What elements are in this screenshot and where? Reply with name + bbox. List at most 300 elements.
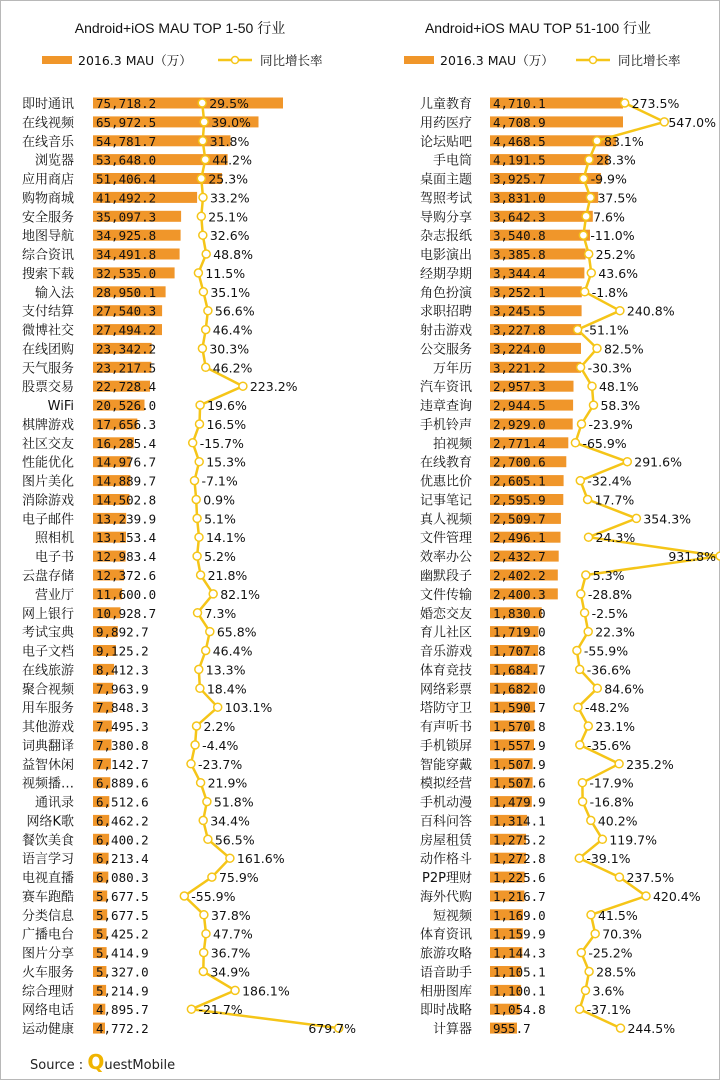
category-label: 餐饮美食 [21, 833, 74, 849]
mau-value-label: 1,100.1 [493, 983, 546, 999]
growth-point [199, 816, 207, 824]
growth-value-label: 5.3% [592, 568, 625, 583]
growth-value-label: 56.5% [214, 832, 255, 848]
growth-value-label: 223.2% [249, 379, 298, 395]
mau-value-label: 1,054.8 [493, 1002, 546, 1018]
category-label: 计算器 [432, 1022, 472, 1038]
growth-point [203, 798, 211, 806]
mau-value-label: 7,142.7 [96, 756, 149, 772]
category-label: 微博社交 [21, 323, 74, 339]
mau-value-label: 2,605.1 [493, 473, 546, 489]
growth-value-label: 34.4% [210, 813, 250, 829]
growth-point [581, 288, 589, 296]
growth-value-label: -25.2% [588, 945, 633, 961]
growth-point [571, 439, 579, 447]
growth-point [584, 628, 592, 636]
category-label: 体育资讯 [419, 927, 472, 943]
growth-point [593, 344, 601, 352]
legend-bar-swatch [42, 56, 72, 64]
mau-value-label: 2,771.4 [493, 435, 546, 451]
category-label: 论坛贴吧 [419, 134, 472, 150]
mau-value-label: 1,684.7 [493, 662, 546, 678]
category-label: 赛车跑酷 [21, 889, 74, 905]
category-label: WiFi [47, 399, 74, 415]
growth-value-label: -2.5% [591, 605, 628, 621]
growth-value-label: 46.4% [212, 322, 253, 338]
category-label: 消除游戏 [21, 493, 74, 509]
mau-value-label: 1,830.0 [493, 605, 546, 621]
mau-value-label: 5,677.5 [96, 888, 149, 904]
growth-point [574, 326, 582, 334]
mau-value-label: 6,080.3 [96, 870, 149, 886]
category-label: 汽车资讯 [419, 380, 472, 396]
mau-value-label: 3,831.0 [493, 190, 546, 206]
growth-value-label: 291.6% [634, 454, 682, 470]
growth-value-label: -15.7% [199, 435, 244, 451]
mau-value-label: 3,642.3 [493, 209, 546, 225]
mau-value-label: 34,925.8 [96, 228, 157, 244]
growth-point [193, 552, 201, 560]
category-label: 百科问答 [419, 814, 472, 830]
growth-value-label: -55.9% [583, 643, 629, 659]
growth-point [202, 363, 210, 371]
growth-point [199, 968, 207, 976]
mau-value-label: 41,492.2 [96, 190, 157, 206]
growth-value-label: -36.6% [586, 662, 631, 678]
mau-value-label: 1,169.0 [493, 907, 546, 923]
growth-point [585, 968, 593, 976]
mau-value-label: 1,719.0 [493, 624, 546, 640]
growth-point [200, 118, 208, 126]
growth-point [199, 137, 207, 145]
category-label: 火车服务 [21, 965, 74, 981]
growth-point [590, 401, 598, 409]
mau-value-label: 23,342.2 [96, 341, 157, 357]
growth-point [189, 439, 197, 447]
category-label: 云盘存储 [21, 569, 74, 584]
growth-point [591, 930, 599, 938]
mau-value-label: 53,648.0 [96, 152, 157, 168]
growth-value-label: 7.6% [593, 209, 625, 225]
growth-value-label: 58.3% [600, 398, 641, 414]
growth-value-label: 273.5% [631, 96, 680, 111]
growth-point [196, 684, 204, 692]
growth-value-label: 31.8% [209, 133, 250, 149]
growth-value-label: -16.8% [589, 794, 634, 810]
category-label: 求职招聘 [419, 304, 472, 320]
mau-value-label: 7,963.9 [96, 681, 149, 697]
category-label: 视频播… [21, 776, 74, 792]
source-label: Source : [30, 1058, 84, 1073]
category-label: 应用商店 [21, 172, 74, 188]
category-label: P2P理财 [422, 871, 472, 887]
category-label: 智能穿戴 [419, 757, 472, 773]
growth-point [202, 250, 210, 258]
category-label: 语言学习 [21, 852, 74, 868]
growth-point [204, 307, 212, 315]
mau-value-label: 1,275.2 [493, 832, 546, 848]
growth-point [621, 99, 629, 107]
growth-value-label: 237.5% [626, 870, 675, 886]
growth-point [585, 250, 593, 258]
mau-value-label: 7,848.3 [96, 700, 149, 716]
category-label: 体育竞技 [419, 663, 472, 679]
category-label: 浏览器 [34, 153, 74, 169]
growth-value-label: 14.1% [205, 530, 246, 546]
mau-value-label: 6,889.6 [96, 775, 149, 791]
growth-value-label: -11.0% [590, 228, 635, 244]
mau-value-label: 14,976.7 [96, 454, 157, 470]
growth-value-label: -23.7% [198, 756, 243, 772]
growth-value-label: 420.4% [652, 888, 701, 904]
growth-point [202, 647, 210, 655]
growth-point [716, 552, 720, 560]
growth-value-label: 354.3% [643, 511, 692, 527]
mau-value-label: 16,285.4 [96, 435, 157, 451]
growth-point [208, 873, 216, 881]
growth-value-label: 5.1% [204, 511, 236, 527]
growth-point [199, 193, 207, 201]
mau-value-label: 17,656.3 [96, 416, 157, 432]
growth-value-label: 0.9% [203, 492, 235, 508]
growth-value-label: 82.5% [603, 341, 644, 357]
growth-point [209, 590, 217, 598]
mau-value-label: 1,570.8 [493, 719, 546, 735]
legend-line-marker [590, 57, 597, 64]
category-label: 房屋租赁 [419, 833, 472, 849]
mau-value-label: 4,710.1 [493, 96, 546, 111]
mau-value-label: 65,972.5 [96, 114, 157, 130]
mau-value-label: 1,507.9 [493, 756, 546, 772]
growth-value-label: 931.8% [668, 549, 716, 565]
mau-value-label: 34,491.8 [96, 247, 157, 263]
growth-point [579, 231, 587, 239]
mau-value-label: 5,414.9 [96, 945, 149, 961]
growth-point [198, 344, 206, 352]
growth-value-label: 547.0% [668, 114, 716, 130]
mau-value-label: 12,983.4 [96, 549, 157, 565]
mau-value-label: 2,700.6 [493, 454, 546, 470]
category-label: 通讯录 [34, 795, 74, 811]
mau-value-label: 12,372.6 [96, 568, 157, 583]
growth-point [578, 779, 586, 787]
growth-value-label: 24.3% [595, 530, 636, 546]
mau-value-label: 3,925.7 [493, 171, 546, 187]
growth-value-label: 40.2% [597, 813, 638, 829]
growth-point [577, 590, 585, 598]
growth-value-label: 18.4% [206, 681, 247, 697]
growth-value-label: 13.3% [205, 662, 246, 678]
category-label: 在线旅游 [21, 663, 74, 679]
growth-point [198, 99, 206, 107]
mau-value-label: 1,159.9 [493, 926, 546, 942]
growth-value-label: 235.2% [626, 756, 674, 772]
mau-value-label: 7,495.3 [96, 719, 149, 735]
mau-value-label: 28,950.1 [96, 284, 157, 300]
growth-point [191, 477, 199, 485]
category-label: 电影演出 [419, 248, 472, 264]
category-label: 电视直播 [21, 871, 74, 887]
growth-value-label: 29.5% [209, 96, 249, 111]
growth-value-label: -4.4% [202, 737, 239, 753]
growth-value-label: -32.4% [587, 473, 632, 489]
growth-value-label: -28.8% [587, 586, 633, 602]
growth-value-label: 5.2% [204, 549, 236, 565]
growth-point [206, 628, 214, 636]
mau-value-label: 4,468.5 [493, 133, 546, 149]
mau-value-label: 4,191.5 [493, 152, 546, 168]
questmobile-logo-text: uestMobile [104, 1058, 176, 1073]
growth-point [575, 854, 583, 862]
mau-value-label: 5,677.5 [96, 907, 149, 923]
growth-value-label: 70.3% [602, 926, 642, 942]
growth-point [587, 911, 595, 919]
mau-value-label: 5,425.2 [96, 926, 149, 942]
growth-value-label: 46.4% [212, 643, 253, 659]
growth-value-label: -51.1% [584, 322, 629, 338]
growth-point [194, 609, 202, 617]
growth-value-label: -39.1% [586, 851, 631, 867]
legend-bar-swatch [404, 56, 434, 64]
mau-value-label: 2,496.1 [493, 530, 546, 546]
category-label: 动作格斗 [419, 852, 472, 868]
growth-value-label: 43.6% [598, 265, 639, 281]
mau-value-label: 2,432.7 [493, 549, 546, 565]
growth-value-label: 21.9% [207, 775, 248, 791]
mau-value-label: 23,217.5 [96, 360, 157, 376]
growth-value-label: 37.5% [597, 190, 638, 206]
growth-point [195, 665, 203, 673]
mau-value-label: 32,535.0 [96, 265, 157, 281]
growth-value-label: 19.6% [207, 398, 247, 414]
category-label: 输入法 [34, 285, 74, 301]
growth-point [573, 647, 581, 655]
category-label: 分类信息 [21, 908, 74, 924]
growth-point [197, 779, 205, 787]
mau-value-label: 4,772.2 [96, 1021, 149, 1037]
growth-value-label: 21.8% [207, 568, 248, 583]
mau-value-label: 1,225.6 [493, 870, 546, 886]
growth-point [660, 118, 668, 126]
growth-value-label: 56.6% [214, 303, 255, 319]
growth-point [615, 873, 623, 881]
mau-value-label: 1,682.0 [493, 681, 546, 697]
category-label: 网络K歌 [26, 814, 74, 830]
mau-value-label: 5,214.9 [96, 983, 149, 999]
growth-value-label: 44.2% [212, 152, 253, 168]
growth-value-label: 16.5% [206, 416, 247, 432]
category-label: 图片分享 [21, 946, 74, 962]
growth-point [616, 307, 624, 315]
mau-value-label: 20,526.0 [96, 398, 157, 414]
source-note [30, 1050, 175, 1074]
growth-point [615, 760, 623, 768]
growth-value-label: 3.6% [592, 983, 625, 999]
growth-point [584, 722, 592, 730]
growth-value-label: 47.7% [213, 926, 253, 942]
mau-value-label: 2,509.7 [493, 511, 546, 527]
category-label: 手电筒 [432, 153, 472, 169]
growth-value-label: 15.3% [206, 454, 246, 470]
category-label: 短视频 [432, 908, 472, 924]
growth-value-label: 2.2% [203, 719, 236, 735]
growth-point [200, 911, 208, 919]
growth-value-label: 34.9% [210, 964, 251, 980]
mau-value-label: 5,327.0 [96, 964, 149, 980]
growth-value-label: 48.1% [598, 379, 639, 395]
category-label: 文件管理 [419, 531, 472, 547]
growth-point [632, 514, 640, 522]
mau-value-label: 1,314.1 [493, 813, 546, 829]
category-label: 经期孕期 [419, 266, 472, 282]
growth-point [193, 514, 201, 522]
mau-value-label: 3,344.4 [493, 265, 546, 281]
category-label: 音乐游戏 [419, 644, 472, 660]
growth-point [582, 571, 590, 579]
growth-point [577, 363, 585, 371]
mau-value-label: 9,125.2 [96, 643, 149, 659]
growth-value-label: -21.7% [198, 1002, 243, 1018]
category-label: 天气服务 [21, 361, 74, 377]
category-label: 购物商城 [21, 191, 74, 207]
growth-value-label: 32.6% [209, 228, 250, 244]
mau-value-label: 10,928.7 [96, 605, 157, 621]
growth-point [202, 930, 210, 938]
growth-value-label: 83.1% [604, 133, 644, 149]
growth-value-label: -23.9% [588, 416, 633, 432]
mau-value-label: 4,708.9 [493, 114, 546, 130]
growth-point [576, 741, 584, 749]
category-label: 记事笔记 [419, 493, 472, 509]
legend-line-label: 同比增长率 [260, 53, 323, 68]
mau-value-label: 75,718.2 [96, 96, 157, 111]
growth-value-label: 103.1% [224, 700, 273, 716]
growth-point [617, 1024, 625, 1032]
growth-value-label: 33.2% [209, 190, 250, 206]
category-label: 育儿社区 [419, 625, 472, 641]
growth-point [214, 703, 222, 711]
category-label: 旅游攻略 [419, 946, 472, 962]
legend-bar-label: 2016.3 MAU（万） [78, 53, 192, 68]
category-label: 词典翻译 [21, 738, 74, 754]
growth-value-label: 28.5% [596, 964, 636, 980]
category-label: 射击游戏 [419, 323, 472, 339]
category-label: 社区交友 [21, 436, 74, 452]
category-label: 手机铃声 [419, 417, 472, 433]
category-label: 幽默段子 [419, 569, 472, 584]
mau-value-label: 2,402.2 [493, 568, 546, 583]
growth-point [199, 231, 207, 239]
chart-title: Android+iOS MAU TOP 51-100 行业 [424, 20, 652, 36]
category-label: 性能优化 [21, 455, 74, 471]
growth-value-label: 41.5% [598, 907, 638, 923]
category-label: 即时战略 [419, 1003, 472, 1019]
mau-value-label: 22,728.4 [96, 379, 157, 395]
category-label: 在线视频 [21, 115, 74, 131]
growth-point [201, 156, 209, 164]
category-label: 在线团购 [21, 342, 74, 358]
growth-point [193, 722, 201, 730]
category-label: 塔防守卫 [419, 701, 472, 717]
growth-value-label: 25.3% [208, 171, 249, 187]
category-label: 效率办公 [419, 550, 472, 566]
category-label: 网络电话 [21, 1003, 74, 1019]
growth-point [192, 496, 200, 504]
category-label: 杂志报纸 [419, 229, 472, 245]
category-label: 聚合视频 [21, 682, 74, 698]
mau-value-label: 3,245.5 [493, 303, 546, 319]
growth-point [200, 949, 208, 957]
growth-value-label: 35.1% [210, 284, 251, 300]
category-label: 考试宝典 [21, 625, 74, 641]
growth-point [585, 156, 593, 164]
mau-value-label: 54,781.7 [96, 133, 157, 149]
category-label: 相册图库 [419, 984, 472, 1000]
category-label: 即时通讯 [21, 97, 74, 112]
growth-value-label: -17.9% [589, 775, 634, 791]
growth-value-label: 48.8% [213, 247, 253, 263]
mau-value-label: 3,540.8 [493, 228, 546, 244]
growth-point [197, 175, 205, 183]
category-label: 地图导航 [21, 229, 74, 245]
growth-point [579, 798, 587, 806]
growth-value-label: 7.3% [204, 605, 237, 621]
category-label: 海外代购 [419, 889, 472, 905]
growth-value-label: -35.6% [586, 737, 632, 753]
growth-point [239, 382, 247, 390]
mau-value-label: 1,105.1 [493, 964, 546, 980]
growth-point [598, 835, 606, 843]
category-label: 用药医疗 [419, 115, 472, 131]
growth-value-label: -9.9% [590, 171, 627, 187]
growth-value-label: 82.1% [220, 586, 260, 602]
category-label: 公交服务 [419, 342, 472, 358]
growth-value-label: -65.9% [582, 435, 627, 451]
mau-value-label: 2,944.5 [493, 398, 546, 414]
growth-value-label: 244.5% [627, 1021, 676, 1037]
growth-point [202, 326, 210, 334]
growth-point [593, 137, 601, 145]
growth-point [197, 212, 205, 220]
mau-value-label: 2,929.0 [493, 416, 546, 432]
mau-value-label: 27,494.2 [96, 322, 157, 338]
growth-point [587, 269, 595, 277]
mau-value-label: 14,889.7 [96, 473, 157, 489]
category-label: 综合资讯 [21, 248, 74, 264]
growth-value-label: 39.0% [211, 114, 251, 130]
mau-value-label: 3,221.2 [493, 360, 546, 376]
mau-value-label: 955.7 [493, 1021, 531, 1037]
growth-point [642, 892, 650, 900]
mau-value-label: 6,213.4 [96, 851, 149, 867]
category-label: 股票交易 [21, 380, 74, 396]
mau-value-label: 35,097.3 [96, 209, 157, 225]
mau-value-label: 3,224.0 [493, 341, 546, 357]
mau-value-label: 1,590.7 [493, 700, 546, 716]
category-label: 真人视频 [419, 512, 472, 528]
growth-value-label: 186.1% [242, 983, 290, 999]
mau-value-label: 11,600.0 [96, 586, 157, 602]
legend-line-label: 同比增长率 [618, 53, 681, 68]
category-label: 儿童教育 [419, 97, 472, 112]
growth-value-label: 119.7% [609, 832, 658, 848]
mau-value-label: 3,385.8 [493, 247, 546, 263]
legend-line-marker [232, 57, 239, 64]
growth-point [231, 986, 239, 994]
growth-value-label: 84.6% [604, 681, 644, 697]
legend-bar-label: 2016.3 MAU（万） [440, 53, 554, 68]
growth-value-label: 46.2% [212, 360, 253, 376]
